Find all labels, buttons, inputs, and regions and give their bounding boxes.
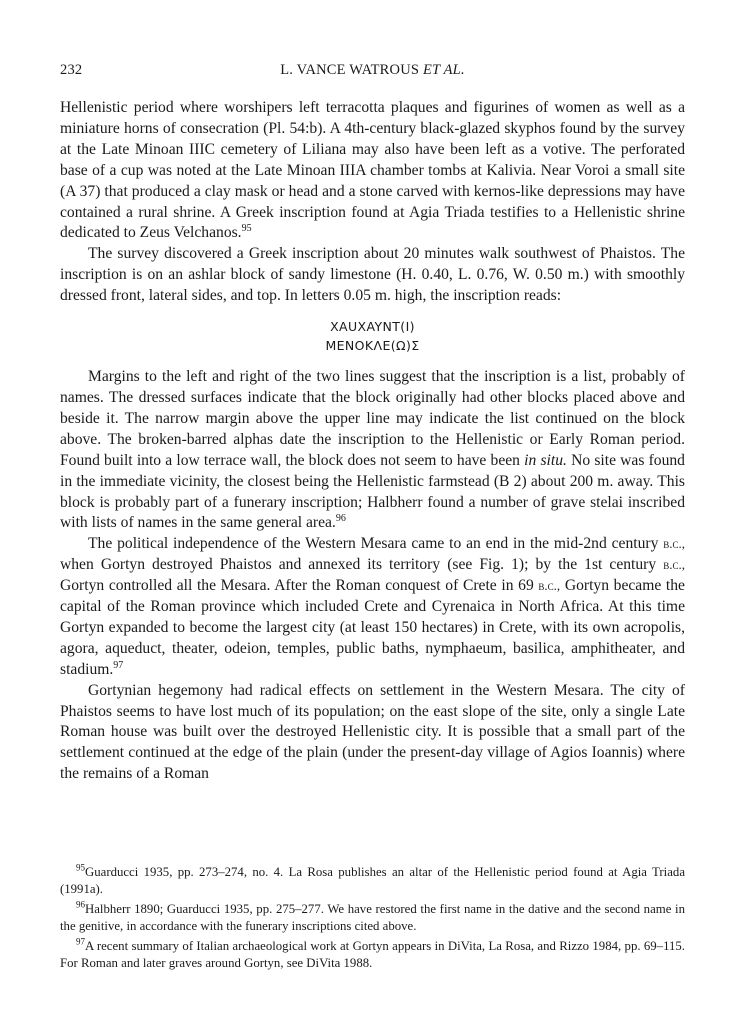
paragraph-4-text-c: Gortyn controlled all the Mesara. After the Roman conquest of Crete in 69 bbox=[60, 577, 534, 595]
paragraph-5: Gortynian hegemony had radical effects on settlement in the Western Mesara. The city of Phaistos seems to have lost much of its population; on the east slope of the site, only a single Late Roman house was built over the destroyed Hellenistic city. It is possible that a small part of the settlement continued at the edge of the plain (under the present-day village of Agios Ioannis) where the remains of a Roman bbox=[60, 681, 685, 783]
paragraph-4-text-a: The political independence of the Western Mesara came to an end in the mid-2nd century bbox=[88, 535, 659, 553]
footnotes bbox=[60, 864, 685, 974]
footnote-text: A recent summary of Italian archaeological work at Gortyn appears in DiVita, La Rosa, and Rizzo 1984, pp. 69–115. For Roman and later graves around Gortyn, see DiVita 1988. bbox=[60, 938, 685, 971]
footnote-ref-97[interactable]: 97 bbox=[113, 659, 124, 671]
footnote-ref-96[interactable]: 96 bbox=[335, 513, 346, 525]
paragraph-3 bbox=[60, 367, 685, 534]
era-bc-3: b.c., bbox=[538, 578, 561, 594]
paragraph-4-text-d: Gortyn became the capital of the Roman province which included Crete and Cyrenaica in North Africa. At this time Gortyn expanded to become the largest city (at least 150 hectares) in Crete, with its own acropolis, agora, aqueduct, theater, odeion, temples, public baths, nymphaeum, basilica, amphitheater, and stadium. bbox=[60, 577, 685, 678]
footnote-number: 97 bbox=[76, 936, 85, 947]
inscription-line-2: ΜΕΝΟΚΛΕ(Ω)Σ bbox=[325, 338, 420, 354]
footnote-97 bbox=[60, 938, 685, 973]
page bbox=[60, 62, 685, 785]
in-situ-italic: in situ. bbox=[524, 451, 567, 469]
inscription-line-1: XAUXAYNT(I) bbox=[330, 319, 415, 335]
paragraph-4 bbox=[60, 534, 685, 680]
footnote-96 bbox=[60, 901, 685, 936]
body-text bbox=[60, 98, 685, 785]
era-bc-2: b.c., bbox=[663, 557, 685, 573]
paragraph-1-text: Hellenistic period where worshipers left terracotta plaques and figurines of women as well as a miniature horns of consecration (Pl. 54:b). A 4th-century black-glazed skyphos found by the survey at the Late Minoan IIIC cemetery of Liliana may also have been left as a votive. The perforated base of a cup was noted at the Late Minoan IIIA chamber tombs at Kalivia. Near Voroi a small site (A 37) that produced a clay mask or head and a stone carved with kernos-like depressions may have contained a rural shrine. A Greek inscription found at Agia Triada testifies to a Hellenistic shrine dedicated to Zeus Velchanos. bbox=[60, 99, 685, 242]
running-head-authors: L. VANCE WATROUS bbox=[280, 62, 420, 78]
footnote-number: 96 bbox=[76, 899, 85, 910]
page-number: 232 bbox=[60, 62, 83, 78]
running-header bbox=[60, 62, 685, 84]
paragraph-1 bbox=[60, 98, 685, 244]
footnote-text: Guarducci 1935, pp. 273–274, no. 4. La Rosa publishes an altar of the Hellenistic period found at Agia Triada (1991a). bbox=[60, 865, 685, 897]
footnote-number: 95 bbox=[76, 862, 85, 873]
paragraph-2: The survey discovered a Greek inscription about 20 minutes walk southwest of Phaistos. The inscription is on an ashlar block of sandy limestone (H. 0.40, L. 0.76, W. 0.50 m.) with smoothly dressed front, lateral sides, and top. In letters 0.05 m. high, the inscription reads: bbox=[60, 245, 685, 305]
paragraph-3-text-a: Margins to the left and right of the two lines suggest that the inscription is a list, probably of names. The dressed surfaces indicate that the block originally had other blocks placed above and beside it. The narrow margin above the upper line may indicate the list continued on the block above. The broken-barred alphas date the inscription to the Hellenistic or Early Roman period. Found built into a low terrace wall, the block does not seem to have been bbox=[60, 368, 685, 469]
inscription-block bbox=[60, 317, 685, 355]
paragraph-3-text-b: No site was found in the immediate vicinity, the closest being the Hellenistic farmstead (B 2) about 200 m. away. This block is probably part of a funerary inscription; Halbherr found a number of grave stelai inscribed with lists of names in the same general area. bbox=[60, 451, 685, 532]
running-head-etal: ET AL. bbox=[423, 62, 465, 78]
era-bc-1: b.c., bbox=[663, 536, 685, 552]
paragraph-4-text-b: when Gortyn destroyed Phaistos and annexed its territory (see Fig. 1); by the 1st century bbox=[60, 556, 657, 574]
footnote-text: Halbherr 1890; Guarducci 1935, pp. 275–277. We have restored the first name in the dative and the second name in the genitive, in accordance with the funerary inscriptions cited above. bbox=[60, 901, 685, 934]
footnote-ref-95[interactable]: 95 bbox=[241, 223, 252, 235]
footnote-95 bbox=[60, 864, 685, 899]
running-head bbox=[60, 62, 685, 79]
